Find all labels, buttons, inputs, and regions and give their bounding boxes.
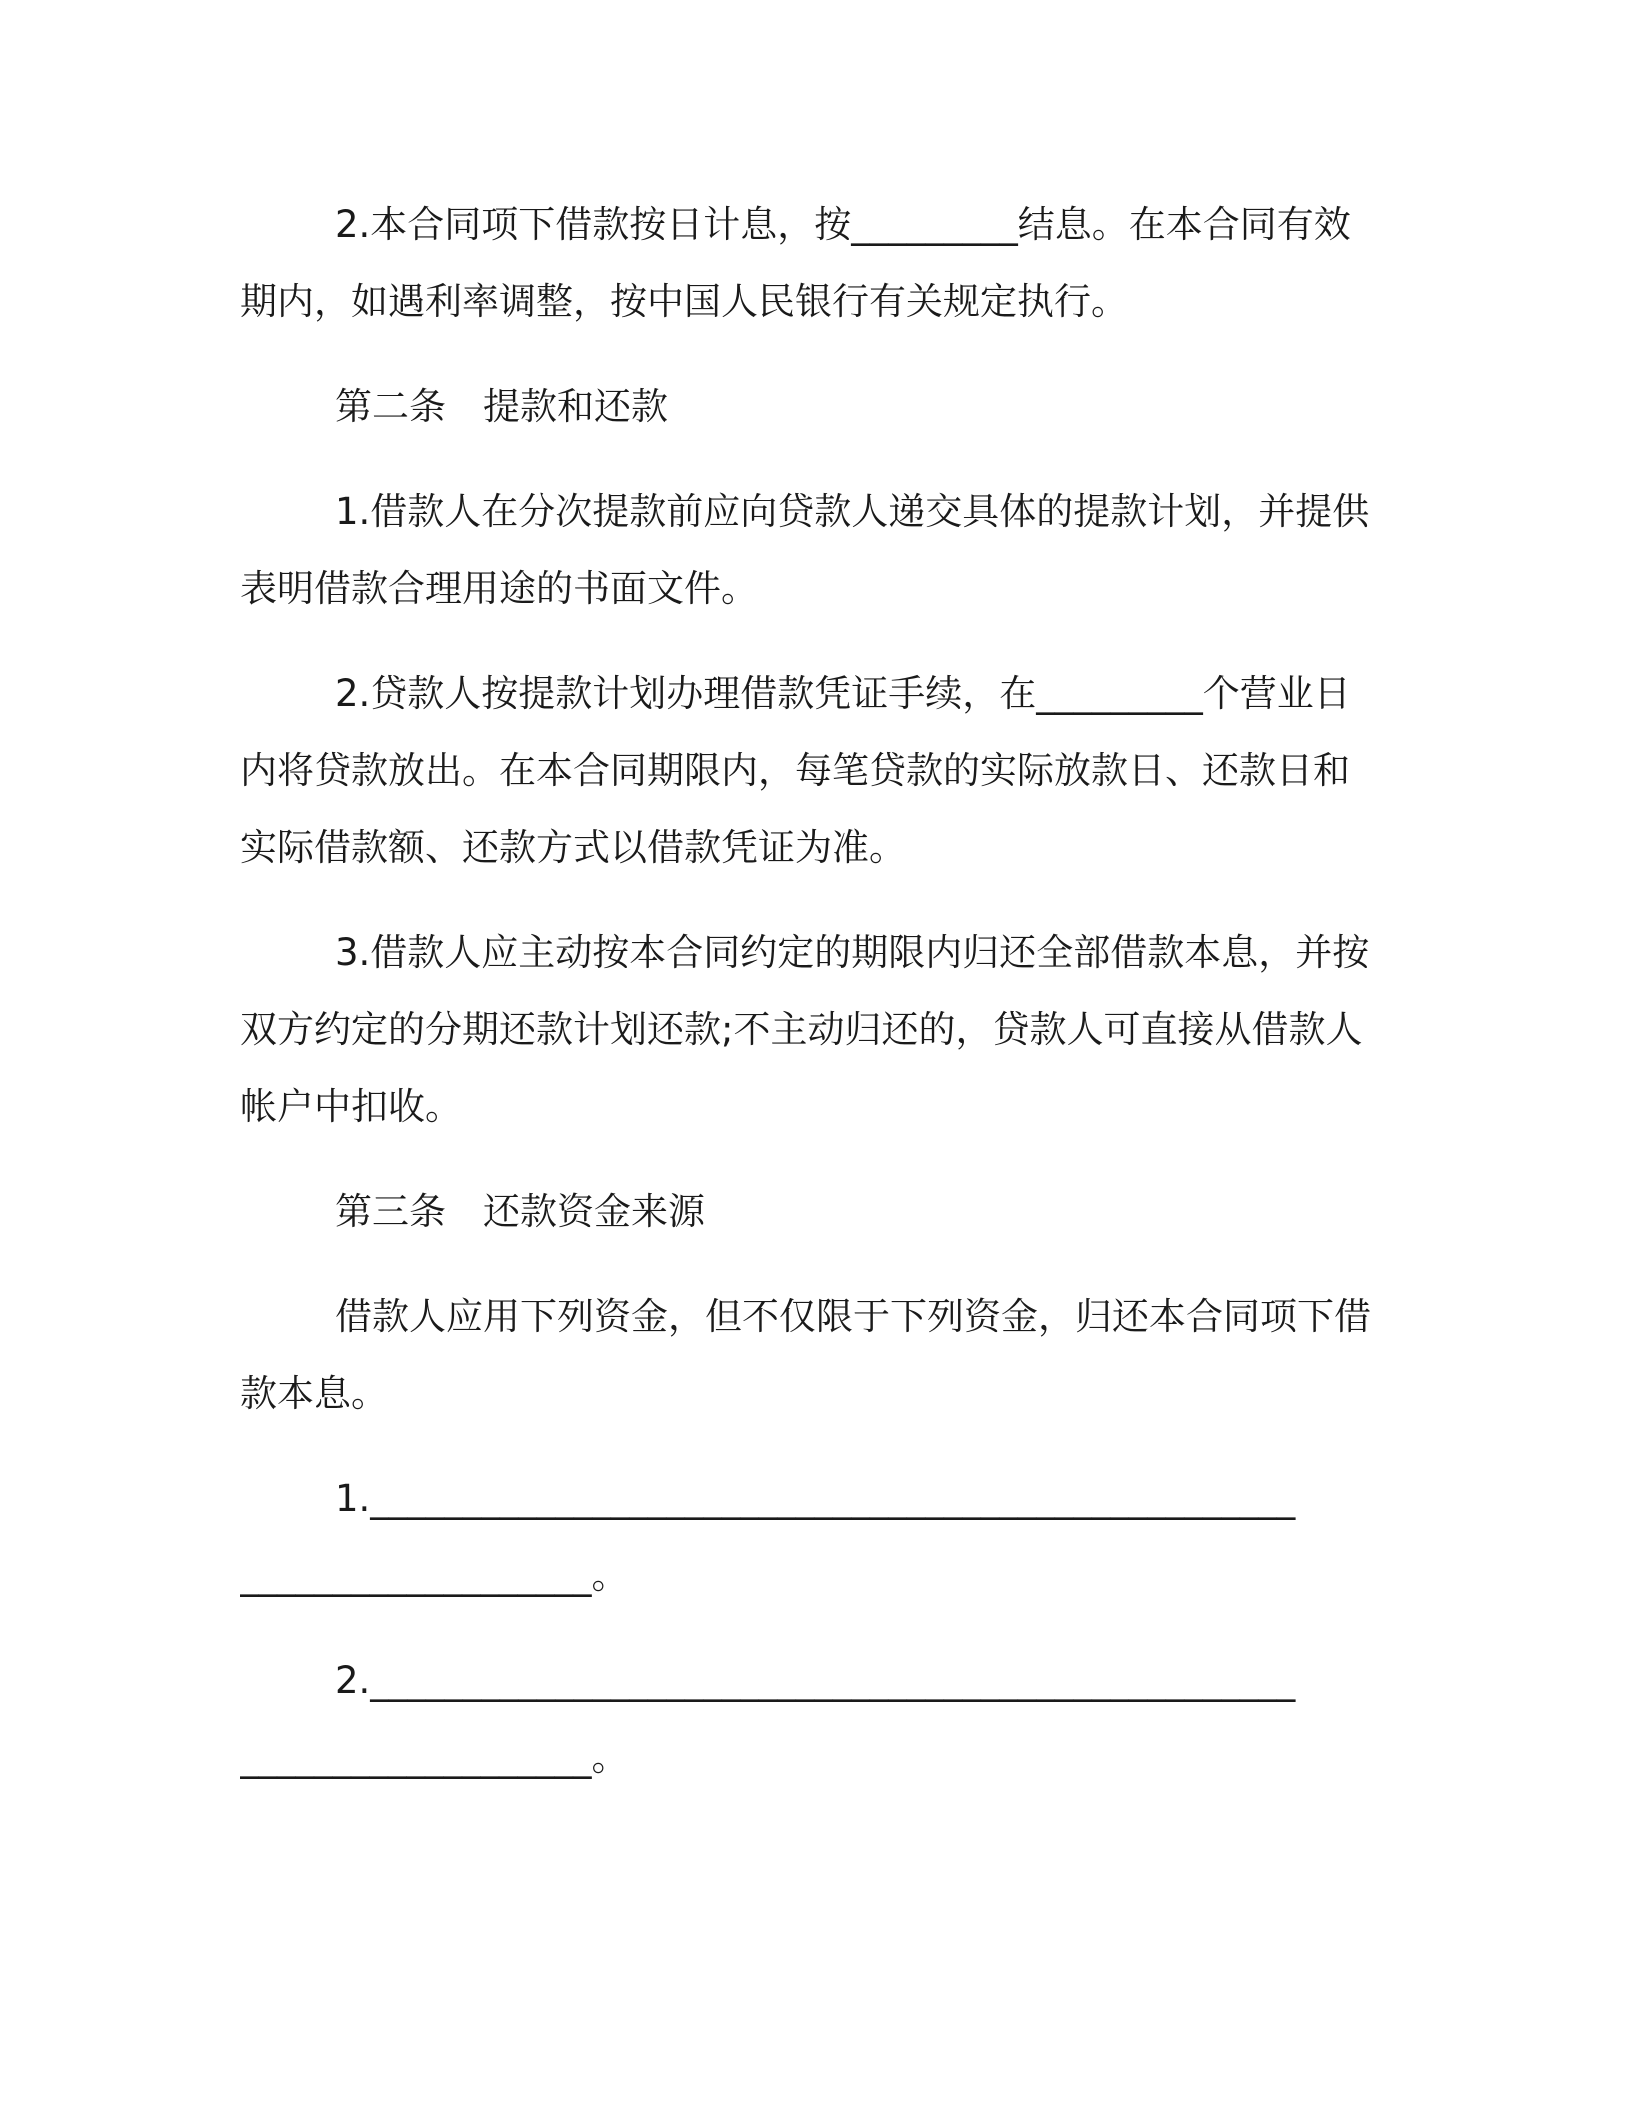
paragraph-interest-settlement [240, 186, 1375, 340]
text-line: 表明借款合理用途的书面文件。 [240, 567, 758, 610]
fill-in-item-2 [240, 1642, 1375, 1796]
text-line: 内将贷款放出。在本合同期限内，每笔贷款的实际放款日、还款日和 [240, 749, 1350, 792]
paragraph-withdrawal-plan [240, 473, 1375, 627]
text-line: 3.借款人应主动按本合同约定的期限内归还全部借款本息，并按 [335, 931, 1370, 974]
text-line: 期内，如遇利率调整，按中国人民银行有关规定执行。 [240, 280, 1128, 323]
section-heading-article-3 [240, 1173, 1375, 1250]
text-line: 帐户中扣收。 [240, 1085, 462, 1128]
document-body [240, 186, 1375, 1824]
text-line: ___________________。 [240, 1554, 629, 1597]
text-line: 2.本合同项下借款按日计息，按_________结息。在本合同有效 [335, 203, 1351, 246]
paragraph-repayment [240, 914, 1375, 1145]
text-line: 双方约定的分期还款计划还款;不主动归还的，贷款人可直接从借款人 [240, 1008, 1363, 1051]
text-line: 2.贷款人按提款计划办理借款凭证手续，在_________个营业日 [335, 672, 1351, 715]
text-line: ___________________。 [240, 1736, 629, 1779]
fill-in-item-1 [240, 1460, 1375, 1614]
text-line: 1.借款人在分次提款前应向贷款人递交具体的提款计划，并提供 [335, 490, 1370, 533]
text-line: 款本息。 [240, 1372, 388, 1415]
text-line: 借款人应用下列资金，但不仅限于下列资金，归还本合同项下借 [335, 1295, 1371, 1338]
paragraph-loan-disbursement [240, 655, 1375, 886]
heading-text: 第三条 还款资金来源 [335, 1190, 705, 1233]
heading-text: 第二条 提款和还款 [335, 385, 668, 428]
text-line: 1.__________________________________________________ [335, 1477, 1296, 1520]
text-line: 实际借款额、还款方式以借款凭证为准。 [240, 826, 906, 869]
text-line: 2.__________________________________________________ [335, 1659, 1296, 1702]
section-heading-article-2 [240, 368, 1375, 445]
paragraph-repayment-source-intro [240, 1278, 1375, 1432]
